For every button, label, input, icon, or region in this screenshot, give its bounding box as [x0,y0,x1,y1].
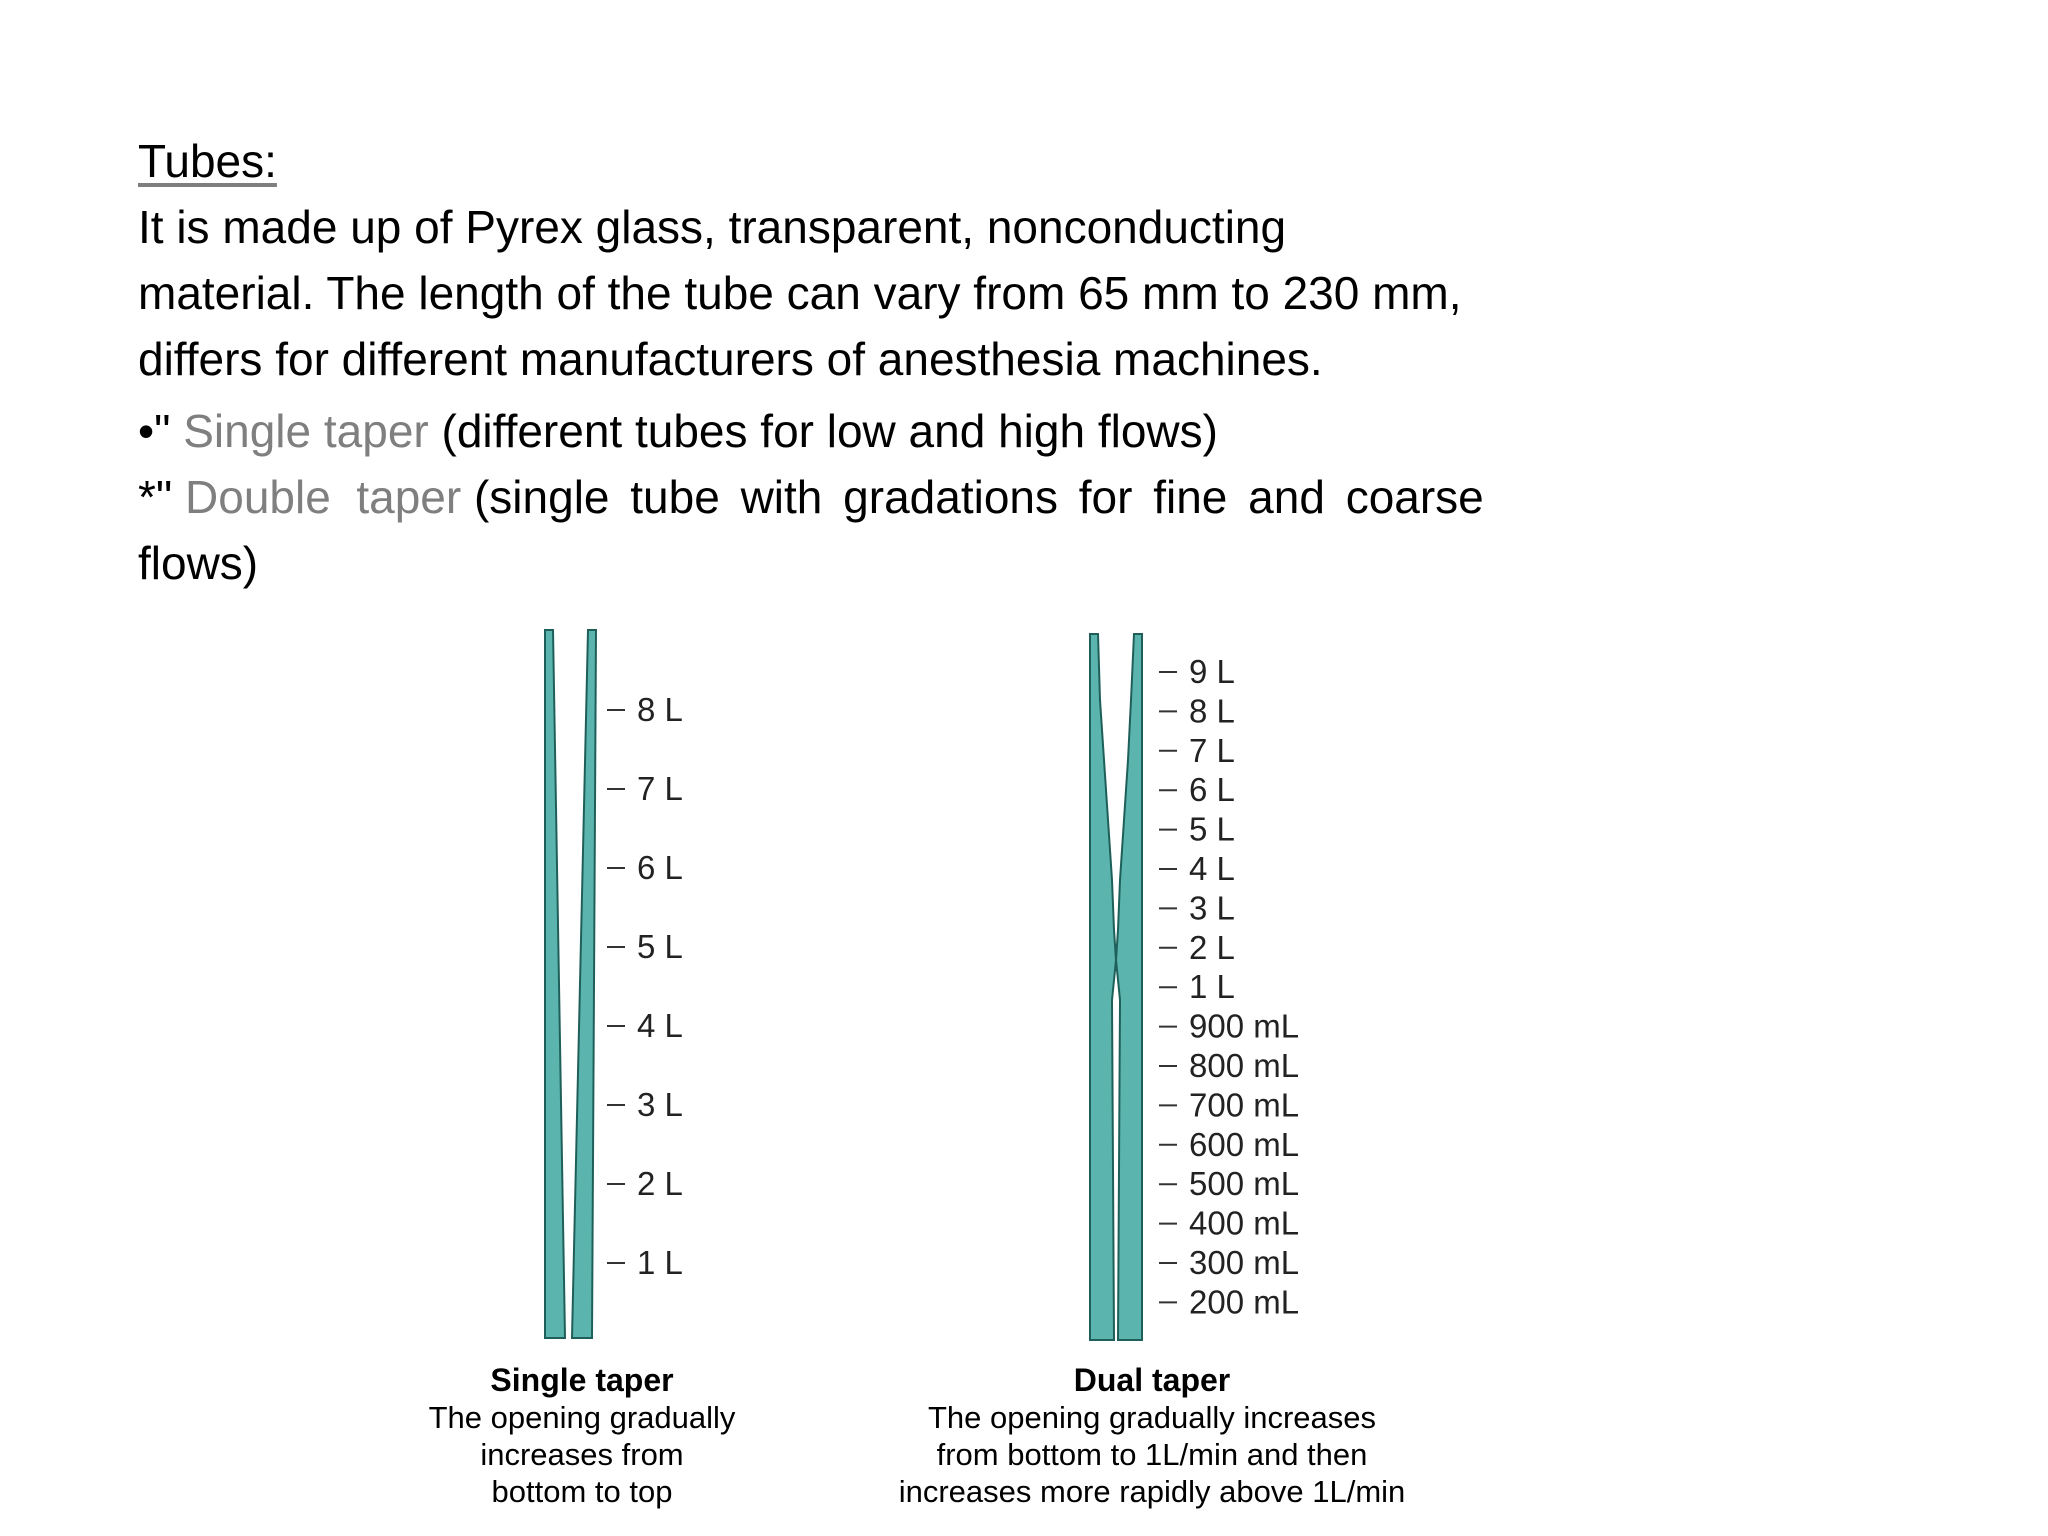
single-caption-line: bottom to top [491,1474,673,1509]
dual-scale-tick-label: 5 L [1189,810,1235,848]
single-scale-tick-label: 2 L [637,1165,683,1202]
dual-scale-tick-label: 600 mL [1189,1125,1300,1163]
dual-taper-caption [899,1362,1406,1509]
dual-caption-line: The opening gradually increases [927,1400,1377,1435]
dual-scale-tick-label: 700 mL [1189,1086,1300,1124]
bullet-marker: *" [138,471,173,523]
single-tube-left-wall [545,630,565,1338]
single-taper-tube [545,630,596,1338]
dual-scale-tick-label: 3 L [1189,889,1235,927]
dual-caption-line: from bottom to 1L/min and then [936,1437,1368,1472]
dual-scale-tick-label: 1 L [1189,968,1235,1006]
dual-scale-tick-label: 4 L [1189,850,1235,887]
paragraph-line: material. The length of the tube can vary from 65 mm to 230 mm, [138,267,1462,319]
dual-scale-tick-label: 400 mL [1189,1204,1300,1242]
single-scale-tick-label: 3 L [637,1086,683,1123]
bullet-marker: •" [138,405,171,457]
dual-scale-tick-label: 900 mL [1189,1007,1300,1045]
single-caption-title: Single taper [490,1362,674,1398]
dual-scale-tick-label: 300 mL [1189,1244,1300,1281]
dual-scale-tick-label: 2 L [1189,928,1235,966]
dual-tube-left-wall [1090,634,1116,1340]
single-taper-scale [607,691,683,1281]
dual-scale-tick-label: 800 mL [1189,1047,1300,1084]
section-heading: Tubes: [138,135,277,187]
bullet-term: Double taper [185,471,462,523]
single-scale-tick-label: 1 L [637,1244,683,1281]
dual-scale-tick-label: 6 L [1189,771,1235,809]
bullet-desc: (different tubes for low and high flows) [441,405,1218,457]
single-tube-right-wall [572,630,596,1338]
dual-taper-scale [1159,653,1299,1320]
single-taper-caption [429,1362,736,1509]
dual-taper-tube [1090,634,1142,1340]
dual-scale-tick-label: 500 mL [1189,1165,1300,1203]
dual-scale-tick-label: 8 L [1189,692,1235,730]
paragraph-line: differs for different manufacturers of anesthesia machines. [138,333,1323,385]
dual-tube-right-wall [1116,634,1142,1340]
bullet-continuation: flows) [138,537,259,589]
bullet-term: Single taper [183,405,429,457]
single-caption-line: increases from [480,1437,684,1472]
dual-scale-tick-label: 7 L [1189,731,1235,769]
single-scale-tick-label: 5 L [637,928,683,965]
dual-caption-title: Dual taper [1073,1362,1231,1398]
dual-caption-line: increases more rapidly above 1L/min [898,1474,1406,1509]
bullet-desc: (single tube with gradations for fine and coarse [473,471,1484,523]
single-caption-line: The opening gradually [428,1400,736,1435]
single-scale-tick-label: 6 L [637,849,683,886]
single-scale-tick-label: 7 L [637,770,683,807]
single-scale-tick-label: 8 L [637,691,683,728]
paragraph-line: It is made up of Pyrex glass, transparent, nonconducting [138,201,1287,253]
dual-scale-tick-label: 9 L [1189,653,1235,690]
dual-scale-tick-label: 200 mL [1189,1283,1300,1321]
single-scale-tick-label: 4 L [637,1007,683,1044]
